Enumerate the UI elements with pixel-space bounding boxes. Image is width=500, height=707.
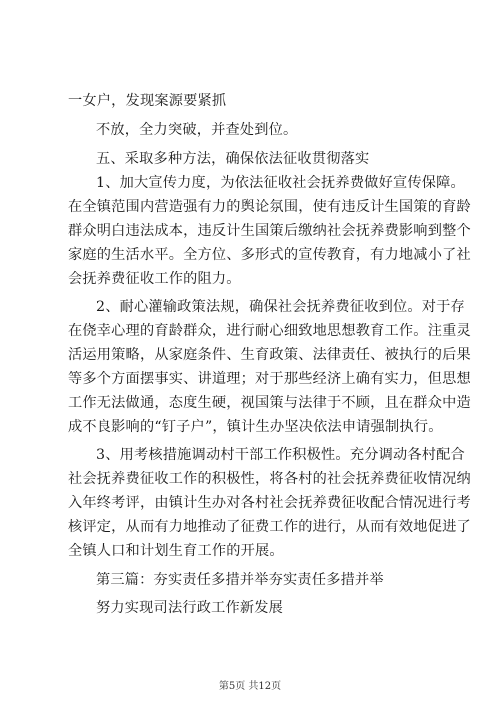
text-line: 2、耐心灌输政策法规，确保社会抚养费征收到位。对于存 <box>96 299 465 315</box>
text-line: 在全镇范围内营造强有力的舆论氛围，使有违反计生国策的育龄 <box>68 199 471 215</box>
text-line: 一女户，发现案源要紧抓 <box>68 93 227 109</box>
text-line: 家庭的生活水平。全方位、多形式的宣传教育，有力地减小了社 <box>68 247 471 263</box>
text-line: 在侥幸心理的育龄群众，进行耐心细致地思想教育工作。注重灵 <box>68 323 471 339</box>
text-line: 成不良影响的“钉子户”，镇计生办坚决依法申请强制执行。 <box>68 419 443 435</box>
text-line: 1、加大宣传力度，为依法征收社会抚养费做好宣传保障。 <box>96 175 465 191</box>
text-line: 入年终考评，由镇计生办对各村社会抚养费征收配合情况进行考 <box>68 495 471 511</box>
chapter-subheading: 努力实现司法行政工作新发展 <box>96 600 284 616</box>
text-line: 社会抚养费征收工作的积极性，将各村的社会抚养费征收情况纳 <box>68 471 471 487</box>
text-line: 全镇人口和计划生育工作的开展。 <box>68 543 284 559</box>
text-line: 活运用策略，从家庭条件、生育政策、法律责任、被执行的后果 <box>68 347 471 363</box>
section-heading: 五、采取多种方法，确保依法征收贯彻落实 <box>96 151 370 167</box>
text-line: 等多个方面摆事实、讲道理；对于那些经济上确有实力，但思想 <box>68 371 471 387</box>
page-number: 第5页 共12页 <box>218 681 282 692</box>
text-line: 核评定，从而有力地推动了征费工作的进行，从而有效地促进了 <box>68 519 471 535</box>
chapter-heading: 第三篇：夯实责任多措并举夯实责任多措并举 <box>96 572 384 588</box>
text-line: 3、用考核措施调动村干部工作积极性。充分调动各村配合 <box>96 447 465 463</box>
text-line: 会抚养费征收工作的阻力。 <box>68 271 241 287</box>
text-line: 不放，全力突破，并查处到位。 <box>96 122 298 138</box>
text-line: 群众明白违法成本，违反计生国策后缴纳社会抚养费影响到整个 <box>68 223 471 239</box>
text-line: 工作无法做通，态度生硬，视国策与法律于不顾，且在群众中造 <box>68 395 471 411</box>
